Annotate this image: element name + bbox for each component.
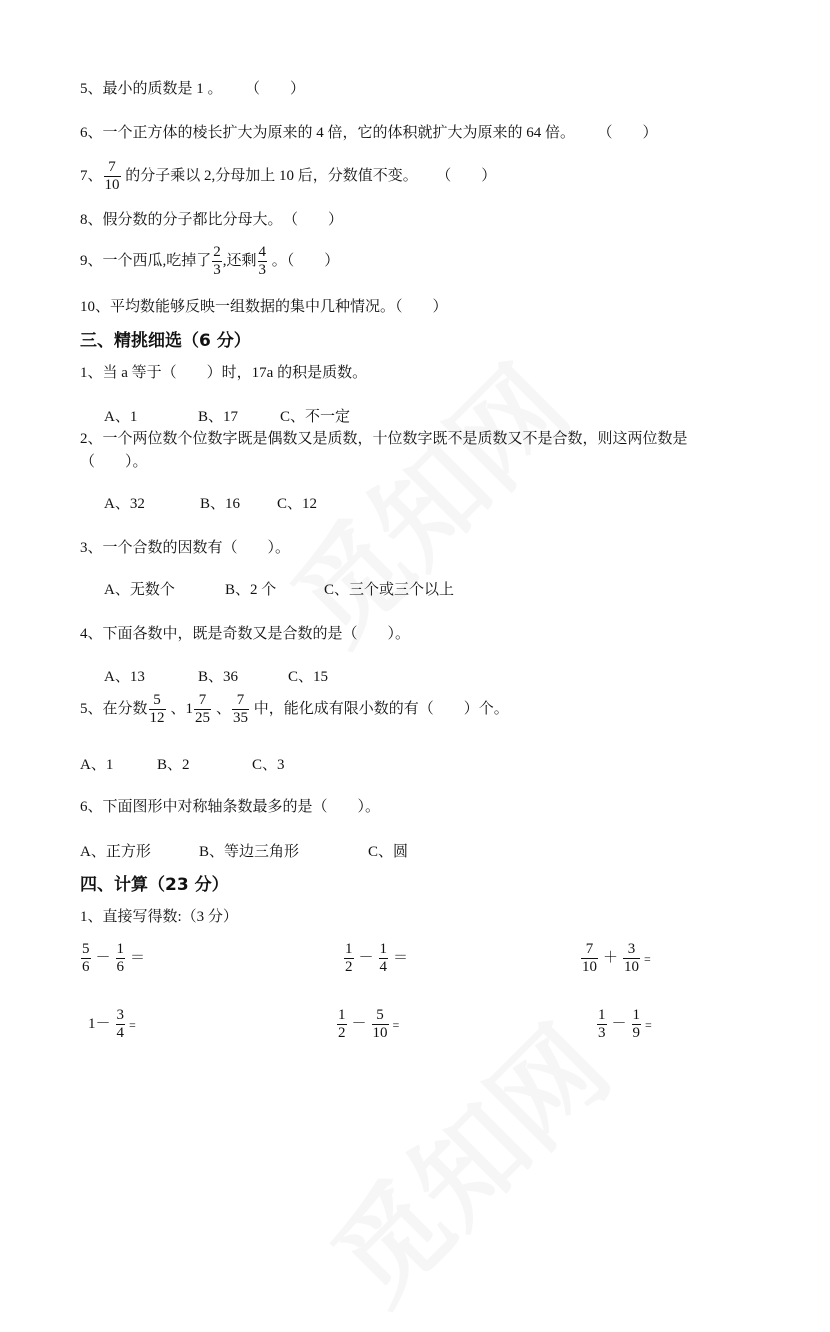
- equals: =: [645, 1017, 652, 1032]
- question-3-2-cont: （ ）。: [80, 454, 148, 470]
- item-prefix: 9、一个西瓜,吃掉了: [80, 253, 212, 269]
- fraction: [623, 942, 640, 975]
- fraction-7-35: [232, 693, 249, 726]
- equals: =: [392, 1017, 400, 1032]
- denominator: 10: [104, 177, 120, 193]
- option-c[interactable]: C、3: [252, 757, 285, 773]
- option-c[interactable]: C、15: [288, 669, 329, 685]
- judgment-text: 10、平均数能够反映一组数据的集中几种情况。: [80, 299, 396, 315]
- calc-5: [336, 1008, 399, 1041]
- item-prefix: 5、在分数: [80, 701, 148, 717]
- judgment-text: 8、假分数的分子都比分母大。: [80, 212, 283, 228]
- question-3-4: 4、下面各数中，既是奇数又是合数的是（ ）。: [80, 626, 411, 642]
- fraction: [337, 1008, 347, 1041]
- numerator: 3: [623, 942, 640, 959]
- calc-2: [343, 942, 412, 975]
- judgment-text: 5、最小的质数是 1 。: [80, 81, 223, 97]
- subsection-4-1: 1、直接写得数:（3 分）: [80, 909, 238, 925]
- equals: =: [129, 1017, 136, 1032]
- section-4-title: 四、计算（23 分）: [80, 875, 229, 895]
- denominator: 2: [345, 959, 353, 975]
- fraction: [116, 1008, 126, 1041]
- separator-1: 、1: [170, 701, 194, 717]
- denominator: 3: [213, 262, 221, 278]
- denominator: 3: [598, 1025, 606, 1041]
- lead-term: 1－: [88, 1016, 111, 1032]
- option-a[interactable]: A、32: [104, 496, 145, 512]
- denominator: 2: [338, 1025, 346, 1041]
- fraction: [597, 1008, 607, 1041]
- item-suffix: 。: [268, 253, 287, 269]
- judgment-text: 的分子乘以 2,分母加上 10 后，分数值不变。: [121, 168, 418, 184]
- equals: =: [644, 951, 651, 966]
- answer-blank[interactable]: （ ）: [443, 168, 497, 184]
- fraction: [379, 942, 389, 975]
- calc-6: [596, 1008, 652, 1041]
- numerator: 7: [194, 693, 211, 710]
- numerator: 5: [149, 693, 166, 710]
- question-3-5: [80, 693, 509, 726]
- denominator: 4: [379, 959, 388, 975]
- judgment-item-5: [80, 82, 305, 97]
- options-3-5: [80, 758, 285, 773]
- option-a[interactable]: A、1: [80, 757, 114, 773]
- fraction: [581, 942, 598, 975]
- operator: －: [351, 1016, 367, 1032]
- option-b[interactable]: B、2: [157, 757, 190, 773]
- option-a[interactable]: A、13: [104, 669, 145, 685]
- calc-4: [88, 1008, 136, 1041]
- numerator: 2: [213, 244, 221, 260]
- denominator: 35: [233, 710, 249, 726]
- numerator: 5: [82, 941, 90, 957]
- item-suffix: 中，能化成有限小数的有（ ）个。: [250, 701, 509, 717]
- fraction: [344, 942, 354, 975]
- operator: －: [611, 1016, 627, 1032]
- option-c[interactable]: C、12: [277, 496, 318, 512]
- option-a[interactable]: A、无数个: [104, 582, 175, 598]
- question-3-1: 1、当 a 等于（ ）时，17a 的积是质数。: [80, 365, 368, 381]
- numerator: 1: [338, 1007, 346, 1023]
- option-c[interactable]: C、不一定: [280, 409, 351, 425]
- section-3-title: 三、精挑细选（6 分）: [80, 331, 251, 351]
- fraction-2-3: [212, 245, 222, 278]
- numerator: 1: [632, 1007, 641, 1023]
- options-3-3: [104, 583, 454, 598]
- option-c[interactable]: C、圆: [368, 844, 409, 860]
- question-3-2: 2、一个两位数个位数字既是偶数又是质数，十位数字既不是质数又不是合数，则这两位数是: [80, 431, 688, 447]
- item-mid: ,还剩: [222, 253, 257, 269]
- option-b[interactable]: B、2 个: [225, 582, 277, 598]
- numerator: 1: [379, 941, 388, 957]
- answer-blank[interactable]: （ ）: [395, 299, 448, 315]
- fraction: [632, 1008, 642, 1041]
- option-b[interactable]: B、等边三角形: [199, 844, 300, 860]
- numerator: 3: [116, 1007, 125, 1023]
- denominator: 10: [624, 959, 640, 975]
- fraction-4-3: [258, 245, 268, 278]
- fraction: [81, 942, 91, 975]
- fraction: [116, 942, 126, 975]
- options-3-1: [104, 410, 350, 425]
- judgment-item-6: [80, 126, 658, 141]
- answer-blank[interactable]: （ ）: [605, 125, 658, 141]
- numerator: 5: [372, 1008, 389, 1025]
- options-3-6: [80, 845, 408, 860]
- judgment-text: 6、一个正方体的棱长扩大为原来的 4 倍，它的体积就扩大为原来的 64 倍。: [80, 125, 576, 141]
- operator: －: [95, 950, 111, 966]
- numerator: 7: [581, 942, 598, 959]
- separator-2: 、: [216, 701, 232, 717]
- calc-1: [80, 942, 149, 975]
- answer-blank[interactable]: （ ）: [290, 212, 344, 228]
- denominator: 25: [195, 710, 211, 726]
- denominator: 9: [632, 1025, 641, 1041]
- option-b[interactable]: B、17: [198, 409, 239, 425]
- denominator: 3: [258, 262, 267, 278]
- option-c[interactable]: C、三个或三个以上: [324, 582, 455, 598]
- fraction-5-12: [149, 693, 166, 726]
- numerator: 1: [345, 941, 353, 957]
- option-b[interactable]: B、16: [200, 496, 241, 512]
- options-3-2: [104, 497, 317, 512]
- denominator: 6: [82, 959, 90, 975]
- denominator: 6: [116, 959, 125, 975]
- denominator: 12: [149, 710, 165, 726]
- equals: ＝: [130, 950, 146, 966]
- numerator: 1: [598, 1007, 606, 1023]
- option-a[interactable]: A、1: [104, 409, 138, 425]
- numerator: 7: [232, 693, 249, 710]
- judgment-item-7: [80, 160, 496, 193]
- item-prefix: 7、: [80, 168, 103, 184]
- judgment-item-8: [80, 213, 343, 228]
- numerator: 1: [116, 941, 125, 957]
- fraction-7-25: [194, 693, 211, 726]
- fraction: [372, 1008, 389, 1041]
- option-a[interactable]: A、正方形: [80, 844, 151, 860]
- operator: ＋: [603, 950, 619, 966]
- question-3-3: 3、一个合数的因数有（ ）。: [80, 540, 291, 556]
- question-3-6: 6、下面图形中对称轴条数最多的是（ ）。: [80, 799, 381, 815]
- answer-blank[interactable]: （ ）: [286, 253, 340, 269]
- judgment-item-9: [80, 245, 339, 278]
- denominator: 4: [116, 1025, 125, 1041]
- calc-3: [580, 942, 651, 975]
- denominator: 10: [372, 1025, 388, 1041]
- judgment-item-10: [80, 300, 448, 315]
- denominator: 10: [582, 959, 597, 975]
- operator: －: [358, 950, 374, 966]
- equals: ＝: [393, 950, 409, 966]
- option-b[interactable]: B、36: [198, 669, 239, 685]
- fraction-7-10: [104, 160, 121, 193]
- options-3-4: [104, 670, 328, 685]
- numerator: 7: [104, 160, 121, 177]
- answer-blank[interactable]: （ ）: [252, 81, 306, 97]
- numerator: 4: [258, 244, 267, 260]
